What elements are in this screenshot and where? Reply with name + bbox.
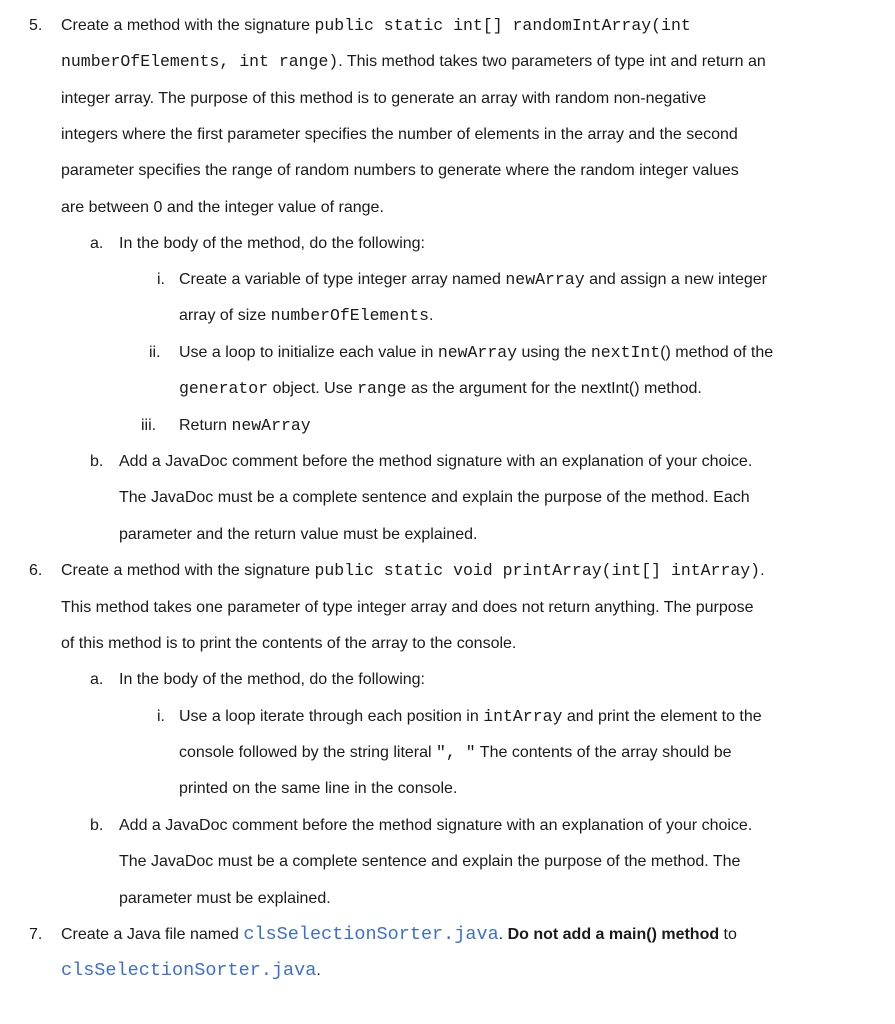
item-6-number: 6. xyxy=(29,562,43,579)
file-link-1[interactable]: clsSelectionSorter.java xyxy=(243,924,499,945)
item-5a-text: In the body of the method, do the following: xyxy=(119,235,425,252)
item-5b-label: b. xyxy=(90,453,104,470)
item-6a-i-line-3: printed on the same line in the console. xyxy=(179,780,458,797)
item-5b-line-1: Add a JavaDoc comment before the method signature with an explanation of your choice. xyxy=(119,453,753,470)
item-5a-ii-line-1: Use a loop to initialize each value in newArray using the nextInt() method of the xyxy=(179,343,774,362)
item-6a-text: In the body of the method, do the following: xyxy=(119,671,425,688)
item-7-line-1: Create a Java file named clsSelectionSorter.java. Do not add a main() method to xyxy=(61,924,737,945)
file-link-2[interactable]: clsSelectionSorter.java xyxy=(61,960,317,981)
item-5a-label: a. xyxy=(90,235,104,252)
item-7-line-2: clsSelectionSorter.java. xyxy=(61,960,321,981)
bold-instruction: Do not add a main() method xyxy=(507,926,720,943)
item-5a-i-label: i. xyxy=(157,271,165,288)
item-6a-i-label: i. xyxy=(157,708,165,725)
item-5a-ii-line-2: generator object. Use range as the argument for the nextInt() method. xyxy=(179,379,702,398)
item-6-line-3: of this method is to print the contents of the array to the console. xyxy=(61,635,517,652)
item-5a-iii-label: iii. xyxy=(141,417,157,434)
item-5-line-2: numberOfElements, int range). This method takes two parameters of type int and return an xyxy=(61,52,766,71)
item-5-line-3: integer array. The purpose of this method is to generate an array with random non-negative xyxy=(61,90,707,107)
item-5a-ii-label: ii. xyxy=(149,344,161,361)
item-7-number: 7. xyxy=(29,926,43,943)
item-6b-label: b. xyxy=(90,817,104,834)
item-5-number: 5. xyxy=(29,17,43,34)
item-5b-line-3: parameter and the return value must be explained. xyxy=(119,526,478,543)
item-6a-label: a. xyxy=(90,671,104,688)
item-5-line-1: Create a method with the signature public static int[] randomIntArray(int xyxy=(61,16,691,35)
item-5a-i-line-2: array of size numberOfElements. xyxy=(179,306,434,325)
item-5-line-6: are between 0 and the integer value of range. xyxy=(61,199,384,216)
item-6-line-1: Create a method with the signature public static void printArray(int[] intArray). xyxy=(61,561,765,580)
item-5-line-5: parameter specifies the range of random numbers to generate where the random integer values xyxy=(61,162,739,179)
item-6b-line-2: The JavaDoc must be a complete sentence and explain the purpose of the method. The xyxy=(119,853,741,870)
item-6b-line-3: parameter must be explained. xyxy=(119,890,331,907)
item-6a-i-line-1: Use a loop iterate through each position in intArray and print the element to the xyxy=(179,707,762,726)
item-5a-iii-line-1: Return newArray xyxy=(179,416,311,435)
item-6-line-2: This method takes one parameter of type integer array and does not return anything. The purpose xyxy=(61,599,754,616)
item-5a-i-line-1: Create a variable of type integer array named newArray and assign a new integer xyxy=(179,270,767,289)
item-6b-line-1: Add a JavaDoc comment before the method signature with an explanation of your choice. xyxy=(119,817,753,834)
item-5-line-4: integers where the first parameter specifies the number of elements in the array and the second xyxy=(61,126,738,143)
item-5b-line-2: The JavaDoc must be a complete sentence and explain the purpose of the method. Each xyxy=(119,489,750,506)
item-6a-i-line-2: console followed by the string literal ", " The contents of the array should be xyxy=(179,743,732,762)
